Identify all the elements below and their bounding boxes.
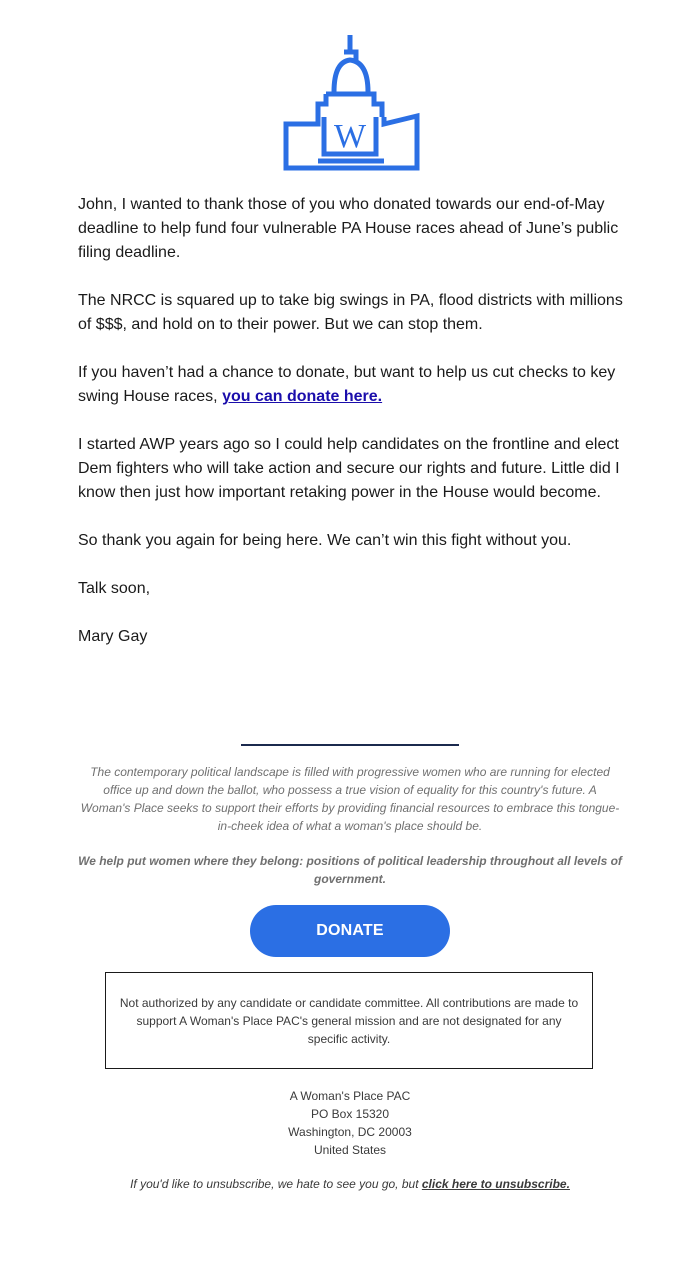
body-paragraph: John, I wanted to thank those of you who donated towards our end-of-May deadline to help fund four vulnerable PA House races ahead of June’s public filing deadline. (78, 196, 619, 261)
address-org-name: A Woman's Place PAC (289, 1089, 411, 1103)
email-body (78, 193, 634, 673)
body-paragraph (78, 361, 634, 409)
footer-divider (241, 744, 459, 746)
logo-letter: W (333, 118, 367, 155)
address-po-box: PO Box 15320 (310, 1107, 390, 1121)
signature: Mary Gay (78, 628, 148, 645)
disclaimer-box (105, 972, 593, 1069)
unsubscribe-text: If you'd like to unsubscribe, we hate to see you go, but (130, 1177, 422, 1191)
address-city: Washington, DC 20003 (288, 1125, 412, 1139)
mailing-address (200, 1087, 500, 1159)
donate-here-link[interactable]: you can donate here. (222, 388, 383, 405)
body-paragraph: So thank you again for being here. We can’t win this fight without you. (78, 532, 572, 549)
unsubscribe-line (60, 1175, 640, 1193)
mission-statement: The contemporary political landscape is filled with progressive women who are running for elected office up and down the ballot, who possess a true vision of equality for this country's future. A Woman's Place seeks to support their efforts by providing financial resources to embrace this tongue-in-cheek idea of what a woman's place should be. (80, 765, 620, 833)
address-country: United States (313, 1143, 387, 1157)
capitol-dome-logo-icon (280, 32, 420, 174)
awp-logo (280, 32, 420, 174)
disclaimer-text: Not authorized by any candidate or candidate committee. All contributions are made to support A Woman's Place PAC's general mission and are not designated for any specific activity. (119, 995, 579, 1046)
body-paragraph: I started AWP years ago so I could help candidates on the frontline and elect Dem fighters who will take action and secure our rights and future. Little did I know then just how important retaking power in the House would become. (78, 436, 620, 501)
donate-prompt-text: If you haven’t had a chance to donate, but want to help us cut checks to key swing House races, (78, 364, 616, 405)
unsubscribe-link[interactable]: click here to unsubscribe. (421, 1177, 570, 1191)
donate-button[interactable]: DONATE (250, 905, 450, 957)
body-paragraph: The NRCC is squared up to take big swings in PA, flood districts with millions of $$$, and hold on to their power. But we can stop them. (78, 292, 623, 333)
tagline: We help put women where they belong: positions of political leadership throughout all levels of government. (78, 854, 622, 886)
closing-line: Talk soon, (78, 580, 151, 597)
